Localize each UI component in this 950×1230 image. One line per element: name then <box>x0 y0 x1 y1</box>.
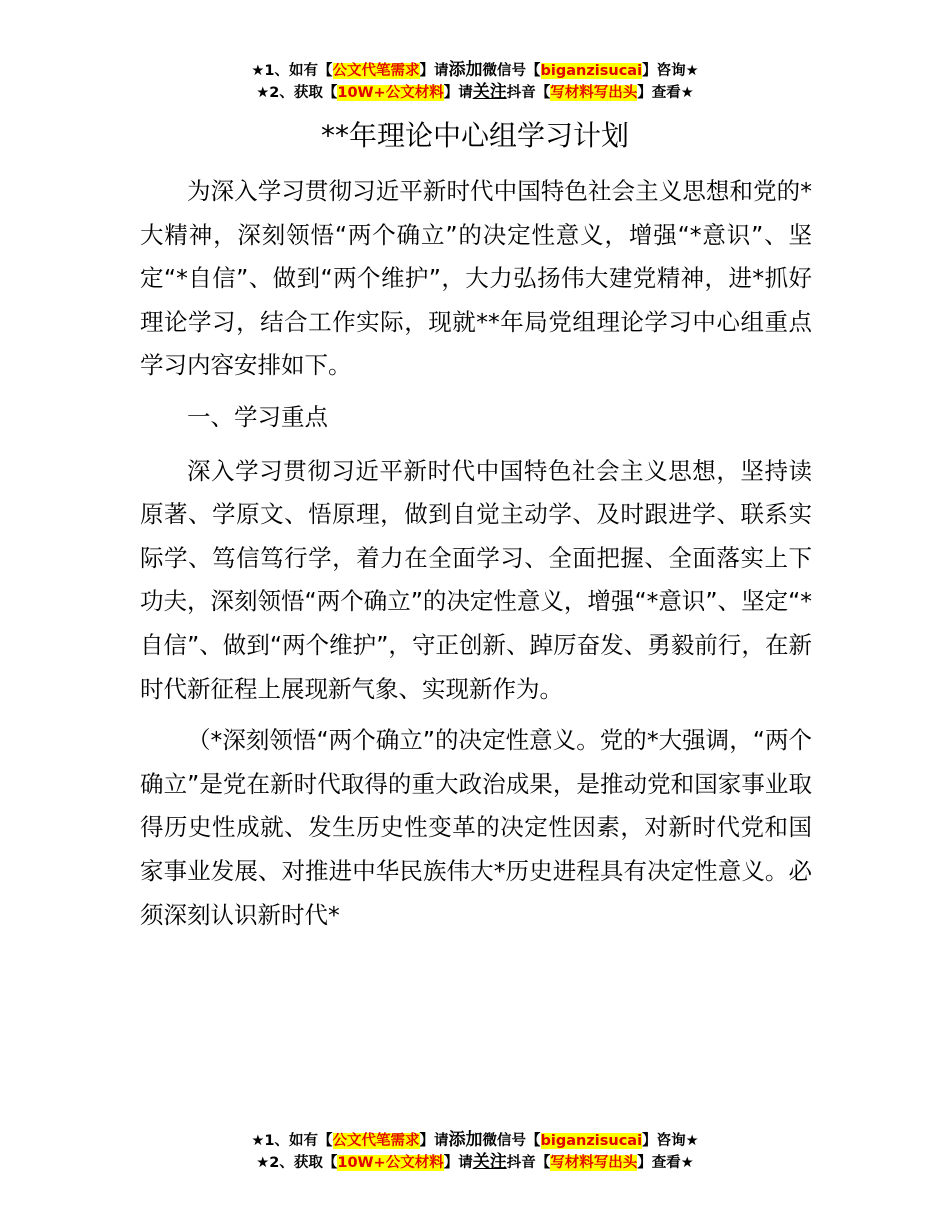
promo-highlight-douyin-id: 写材料写出头 <box>550 1155 638 1171</box>
document-body <box>140 170 812 945</box>
promo-highlight-service: 公文代笔需求 <box>332 1133 420 1149</box>
promo-text: 抖音【 <box>506 85 551 101</box>
promo-highlight-wechat-id: biganzisucai <box>540 63 643 79</box>
promo-text: 】请 <box>443 1155 473 1171</box>
section-heading: 一、学习重点 <box>187 402 328 431</box>
promo-text: ★2、获取【 <box>256 85 338 101</box>
promo-text: ★2、获取【 <box>256 1155 338 1171</box>
promo-text: 】请 <box>419 1133 449 1149</box>
promo-line-2 <box>0 1152 950 1174</box>
promo-highlight-wechat-id: biganzisucai <box>540 1133 643 1149</box>
body-paragraph: 深入学习贯彻习近平新时代中国特色社会主义思想，坚持读原著、学原文、悟原理，做到自觉主动学、及时跟进学、联系实际学、笃信笃行学，着力在全面学习、全面把握、全面落实上下功夫，深刻领悟“两个确立”的决定性意义，增强“*意识”、坚定“*自信”、做到“两个维护”，守正创新、踔厉奋发、勇毅前行，在新时代新征程上展现新气象、实现新作为。 <box>140 456 812 703</box>
promo-text: 抖音【 <box>506 1155 551 1171</box>
promo-text: 】请 <box>443 85 473 101</box>
promo-text: ★1、如有【 <box>251 1133 333 1149</box>
intro-paragraph: 为深入学习贯彻习近平新时代中国特色社会主义思想和党的*大精神，深刻领悟“两个确立”的决定性意义，增强“*意识”、坚定“*自信”、做到“两个维护”，大力弘扬伟大建党精神，进*抓好理论学习，结合工作实际，现就**年局党组理论学习中心组重点学习内容安排如下。 <box>140 177 812 380</box>
promo-emphasis: 添加 <box>448 1130 483 1150</box>
promo-text: ★1、如有【 <box>251 63 333 79</box>
promo-text: 】请 <box>419 63 449 79</box>
promo-highlight-materials: 10W+公文材料 <box>337 1155 444 1171</box>
promo-emphasis: 关注 <box>472 82 507 102</box>
promo-line-1 <box>0 60 950 82</box>
promo-text: 微信号【 <box>482 1133 541 1149</box>
promo-footer <box>0 1130 950 1174</box>
promo-emphasis: 添加 <box>448 60 483 80</box>
promo-line-1 <box>0 1130 950 1152</box>
promo-text: 】咨询★ <box>642 1133 699 1149</box>
promo-line-2 <box>0 82 950 104</box>
promo-text: 】查看★ <box>637 1155 694 1171</box>
promo-highlight-douyin-id: 写材料写出头 <box>550 85 638 101</box>
body-paragraph: （*深刻领悟“两个确立”的决定性意义。党的*大强调，“两个确立”是党在新时代取得的重大政治成果，是推动党和国家事业取得历史性成就、发生历史性变革的决定性因素，对新时代党和国家事业发展、对推进中华民族伟大*历史进程具有决定性意义。必须深刻认识新时代* <box>140 726 812 929</box>
promo-text: 】查看★ <box>637 85 694 101</box>
promo-highlight-service: 公文代笔需求 <box>332 63 420 79</box>
promo-text: 微信号【 <box>482 63 541 79</box>
document-title: **年理论中心组学习计划 <box>320 119 629 152</box>
promo-text: 】咨询★ <box>642 63 699 79</box>
promo-header <box>0 60 950 104</box>
promo-highlight-materials: 10W+公文材料 <box>337 85 444 101</box>
promo-emphasis: 关注 <box>472 1152 507 1172</box>
